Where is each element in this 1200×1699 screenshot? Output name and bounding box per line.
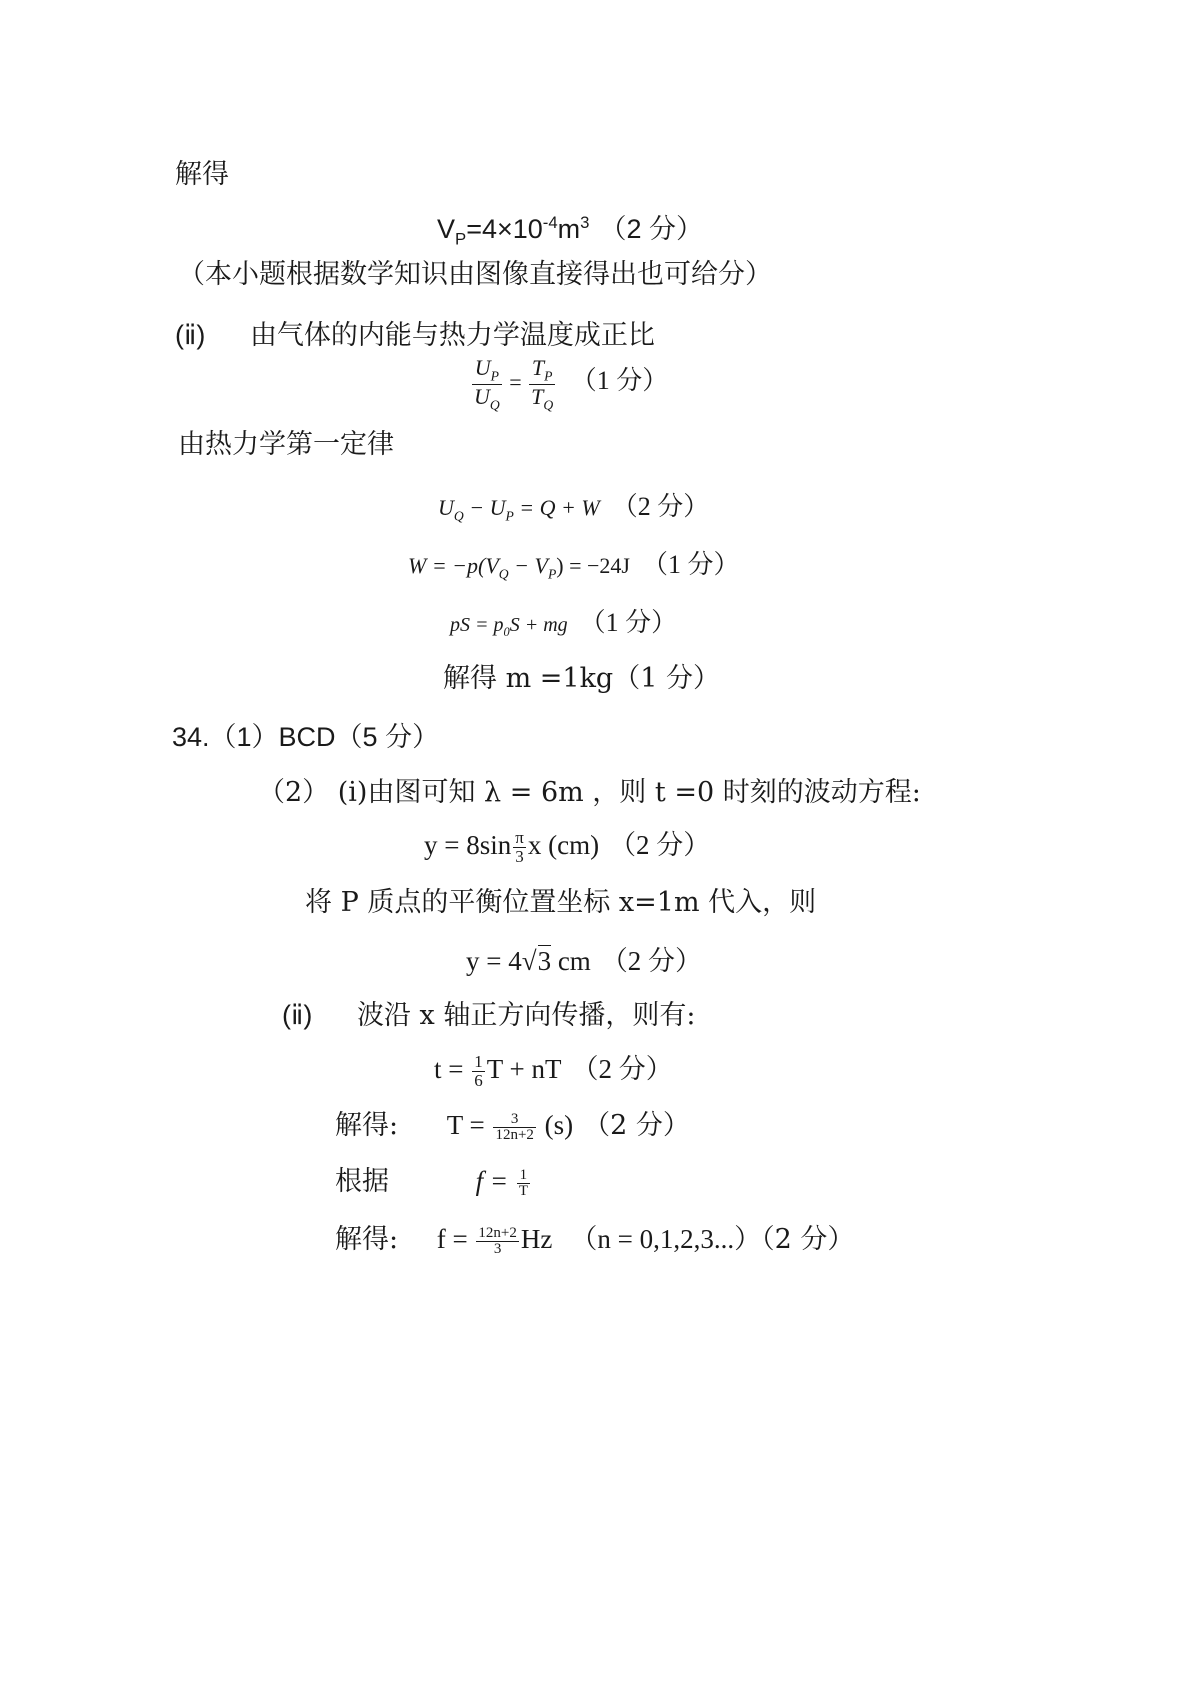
wave-equation: y = 8sin $\frac{\pi}{3}$ x (cm) （2 分）: [424, 828, 711, 867]
solve-label-1: 解得: [175, 159, 229, 190]
equation-first-law: $U_Q - U_P = Q + W$ （2 分）: [438, 492, 710, 524]
first-law-text: 由热力学第一定律: [178, 429, 394, 460]
equation-work: $W = -p(V_Q - V_P) = -24J$ （1 分）: [408, 550, 740, 582]
fraction-1-t: $\frac{1}{T}$: [518, 1166, 528, 1200]
mass-result: 解得 m =1kg（1 分）: [443, 663, 720, 694]
fraction-t: $\frac{T_P}{T_Q}$: [531, 355, 554, 413]
fraction-frequency: $\frac{12n+2}{3}$: [478, 1224, 517, 1258]
question-34-part-2-intro: （2） (ⅰ)由图可知 λ = 6m ，则 t =0 时刻的波动方程:: [258, 777, 921, 808]
frequency-relation: 根据 f = $\frac{1}{T}$: [335, 1166, 528, 1200]
equation-force: pS = $p_0S$ + mg （1 分）: [450, 608, 678, 639]
question-34-part-1: 34.（1）BCD（5 分）: [172, 722, 440, 752]
frequency-result: 解得: f = $\frac{12n+2}{3}$ Hz （n = 0,1,2,3...）（2 分）: [335, 1224, 855, 1258]
displacement-result: y = 4√3 cm （2 分）: [466, 946, 703, 976]
note-text: （本小题根据数学知识由图像直接得出也可给分）: [178, 259, 772, 290]
period-result: 解得: T = $\frac{3}{12n+2}$ (s) （2 分）: [335, 1110, 690, 1144]
fraction-period: $\frac{3}{12n+2}$: [495, 1110, 534, 1144]
time-equation: t = $\frac{1}{6}$ T + nT （2 分）: [434, 1052, 673, 1091]
fraction-1-6: $\frac{1}{6}$: [474, 1052, 483, 1091]
part-ii-heading: (ⅱ) 由气体的内能与热力学温度成正比: [175, 320, 655, 351]
equation-vp: $V_P=4\times 10^{-4}m^3$ （2 分）: [437, 213, 704, 249]
part-ii-wave-heading: (ⅱ) 波沿 x 轴正方向传播，则有:: [282, 1000, 696, 1031]
fraction-u: $\frac{U_P}{U_Q}$: [474, 355, 500, 413]
substitute-text: 将 P 质点的平衡位置坐标 x=1m 代入，则: [305, 887, 817, 918]
equation-ratio: $\frac{U_P}{U_Q}$ = $\frac{T_P}{T_Q}$ （1 分）: [474, 355, 669, 413]
fraction-pi-3: $\frac{\pi}{3}$: [515, 828, 524, 867]
